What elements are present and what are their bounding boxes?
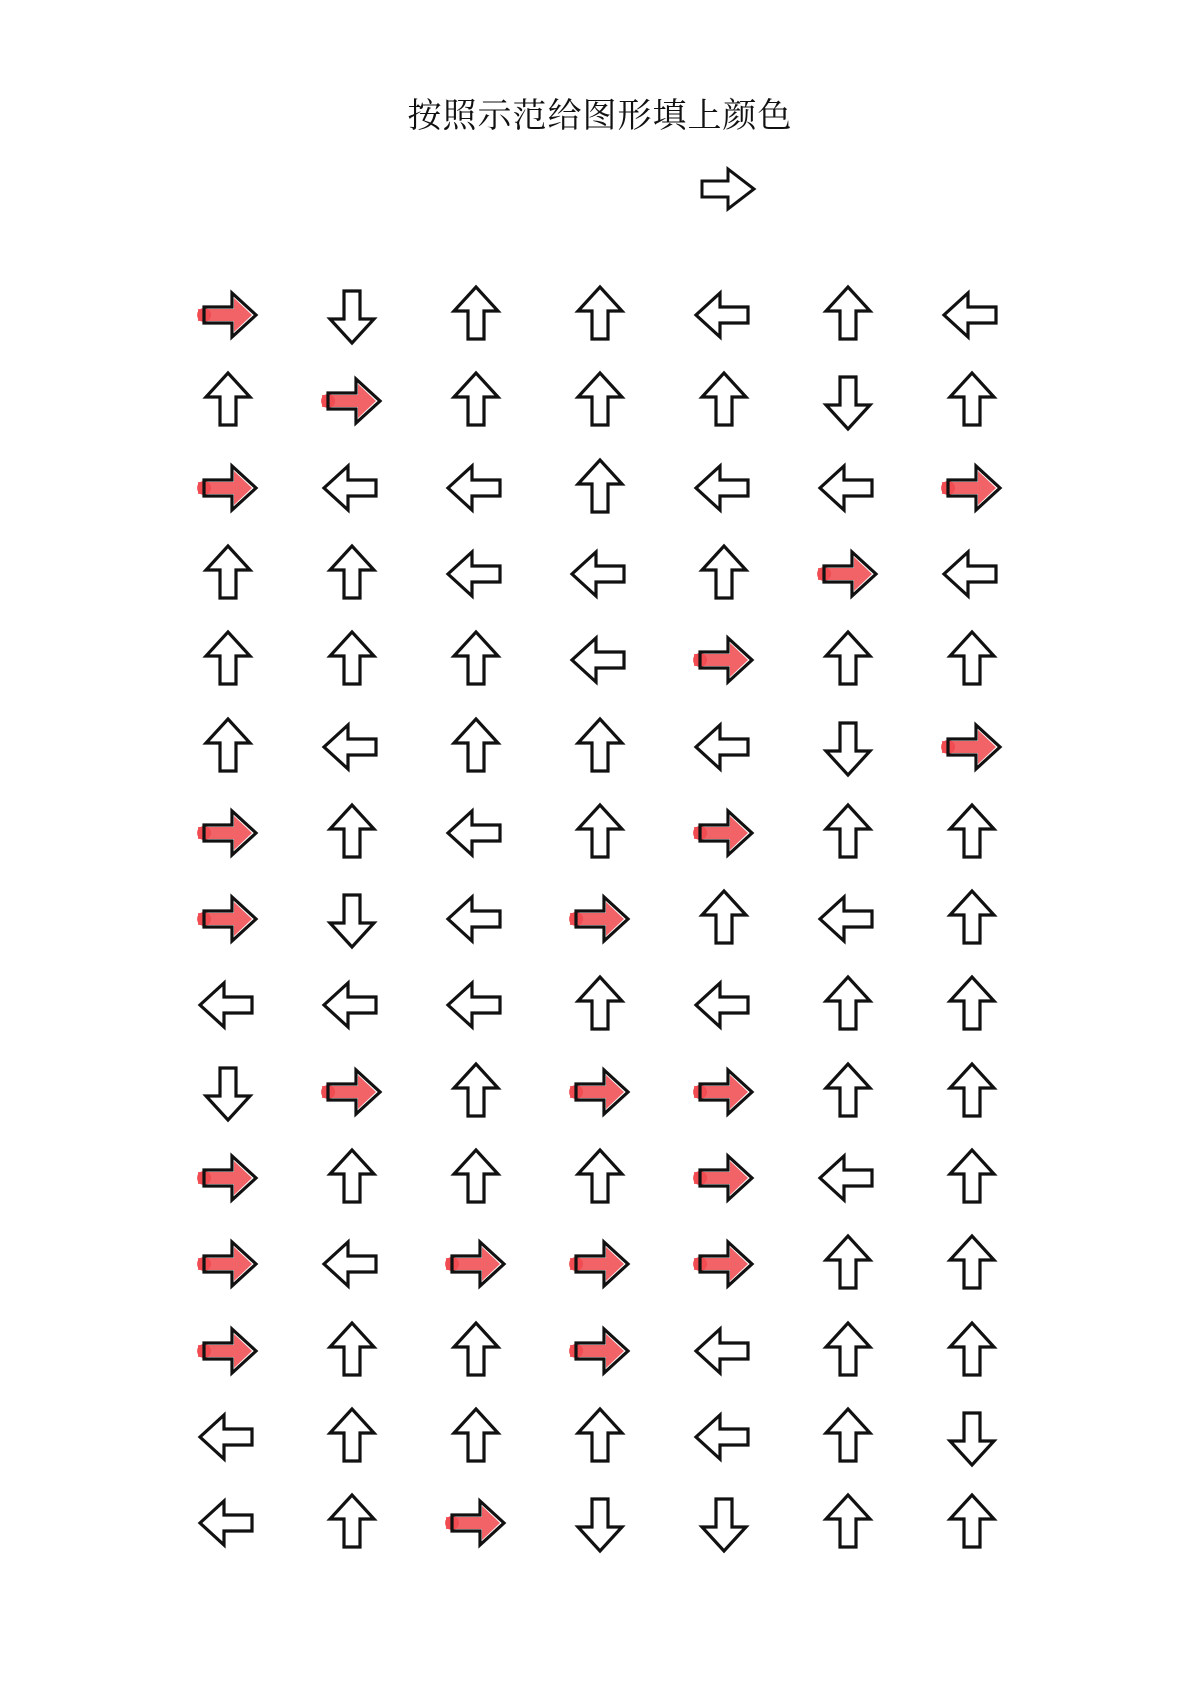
up-arrow-icon xyxy=(692,371,756,431)
left-arrow-icon xyxy=(444,458,508,518)
left-arrow-icon xyxy=(568,630,632,690)
left-arrow-icon xyxy=(940,285,1004,345)
up-arrow-icon xyxy=(320,630,384,690)
up-arrow-icon xyxy=(444,630,508,690)
worksheet-title: 按照示范给图形填上颜色 xyxy=(407,96,793,136)
up-arrow-icon xyxy=(444,1321,508,1381)
left-arrow-icon xyxy=(940,544,1004,604)
up-arrow-icon xyxy=(940,1234,1004,1294)
left-arrow-icon xyxy=(692,285,756,345)
up-arrow-icon xyxy=(940,1493,1004,1553)
up-arrow-icon xyxy=(568,717,632,777)
down-arrow-icon xyxy=(692,1493,756,1553)
right-arrow-icon xyxy=(320,1062,384,1122)
up-arrow-icon xyxy=(816,1234,880,1294)
up-arrow-icon xyxy=(816,1493,880,1553)
left-arrow-icon xyxy=(320,1234,384,1294)
up-arrow-icon xyxy=(196,371,260,431)
up-arrow-icon xyxy=(444,371,508,431)
left-arrow-icon xyxy=(196,975,260,1035)
left-arrow-icon xyxy=(568,544,632,604)
up-arrow-icon xyxy=(444,285,508,345)
down-arrow-icon xyxy=(816,371,880,431)
down-arrow-icon xyxy=(816,717,880,777)
up-arrow-icon xyxy=(320,1148,384,1208)
left-arrow-icon xyxy=(444,889,508,949)
right-arrow-icon xyxy=(568,1321,632,1381)
up-arrow-icon xyxy=(816,630,880,690)
up-arrow-icon xyxy=(692,889,756,949)
up-arrow-icon xyxy=(940,371,1004,431)
right-arrow-icon xyxy=(568,1234,632,1294)
left-arrow-icon xyxy=(692,1321,756,1381)
right-arrow-icon xyxy=(692,1148,756,1208)
up-arrow-icon xyxy=(444,1062,508,1122)
right-arrow-icon xyxy=(692,1062,756,1122)
up-arrow-icon xyxy=(320,544,384,604)
up-arrow-icon xyxy=(940,1148,1004,1208)
up-arrow-icon xyxy=(940,975,1004,1035)
left-arrow-icon xyxy=(816,889,880,949)
right-arrow-icon xyxy=(568,889,632,949)
up-arrow-icon xyxy=(568,1407,632,1467)
up-arrow-icon xyxy=(568,975,632,1035)
up-arrow-icon xyxy=(692,544,756,604)
left-arrow-icon xyxy=(196,1493,260,1553)
up-arrow-icon xyxy=(196,717,260,777)
left-arrow-icon xyxy=(692,975,756,1035)
up-arrow-icon xyxy=(816,285,880,345)
up-arrow-icon xyxy=(816,1407,880,1467)
right-arrow-icon xyxy=(692,803,756,863)
up-arrow-icon xyxy=(940,1321,1004,1381)
right-arrow-icon xyxy=(444,1493,508,1553)
right-arrow-icon xyxy=(196,803,260,863)
right-arrow-icon xyxy=(196,1148,260,1208)
left-arrow-icon xyxy=(320,717,384,777)
up-arrow-icon xyxy=(816,1321,880,1381)
up-arrow-icon xyxy=(568,458,632,518)
up-arrow-icon xyxy=(444,717,508,777)
left-arrow-icon xyxy=(320,458,384,518)
left-arrow-icon xyxy=(816,458,880,518)
up-arrow-icon xyxy=(320,803,384,863)
right-arrow-icon xyxy=(444,1234,508,1294)
up-arrow-icon xyxy=(816,803,880,863)
down-arrow-icon xyxy=(320,889,384,949)
up-arrow-icon xyxy=(568,803,632,863)
right-arrow-icon xyxy=(196,1321,260,1381)
left-arrow-icon xyxy=(692,717,756,777)
up-arrow-icon xyxy=(196,630,260,690)
left-arrow-icon xyxy=(692,458,756,518)
left-arrow-icon xyxy=(444,544,508,604)
down-arrow-icon xyxy=(568,1493,632,1553)
up-arrow-icon xyxy=(568,1148,632,1208)
right-arrow-icon xyxy=(692,1234,756,1294)
left-arrow-icon xyxy=(816,1148,880,1208)
down-arrow-icon xyxy=(196,1062,260,1122)
right-arrow-icon xyxy=(196,1234,260,1294)
left-arrow-icon xyxy=(444,803,508,863)
up-arrow-icon xyxy=(196,544,260,604)
left-arrow-icon xyxy=(692,1407,756,1467)
up-arrow-icon xyxy=(444,1407,508,1467)
down-arrow-icon xyxy=(320,285,384,345)
right-arrow-icon xyxy=(816,544,880,604)
up-arrow-icon xyxy=(320,1321,384,1381)
right-arrow-icon xyxy=(320,371,384,431)
up-arrow-icon xyxy=(320,1493,384,1553)
up-arrow-icon xyxy=(444,1148,508,1208)
left-arrow-icon xyxy=(444,975,508,1035)
up-arrow-icon xyxy=(816,975,880,1035)
right-arrow-icon xyxy=(568,1062,632,1122)
up-arrow-icon xyxy=(940,630,1004,690)
left-arrow-icon xyxy=(320,975,384,1035)
right-arrow-icon xyxy=(940,717,1004,777)
right-arrow-icon xyxy=(940,458,1004,518)
up-arrow-icon xyxy=(568,371,632,431)
right-arrow-icon xyxy=(196,889,260,949)
up-arrow-icon xyxy=(320,1407,384,1467)
up-arrow-icon xyxy=(940,889,1004,949)
right-arrow-icon xyxy=(196,458,260,518)
right-arrow-icon xyxy=(692,630,756,690)
down-arrow-icon xyxy=(940,1407,1004,1467)
up-arrow-icon xyxy=(568,285,632,345)
left-arrow-icon xyxy=(196,1407,260,1467)
up-arrow-icon xyxy=(940,803,1004,863)
up-arrow-icon xyxy=(940,1062,1004,1122)
right-arrow-icon xyxy=(196,285,260,345)
up-arrow-icon xyxy=(816,1062,880,1122)
